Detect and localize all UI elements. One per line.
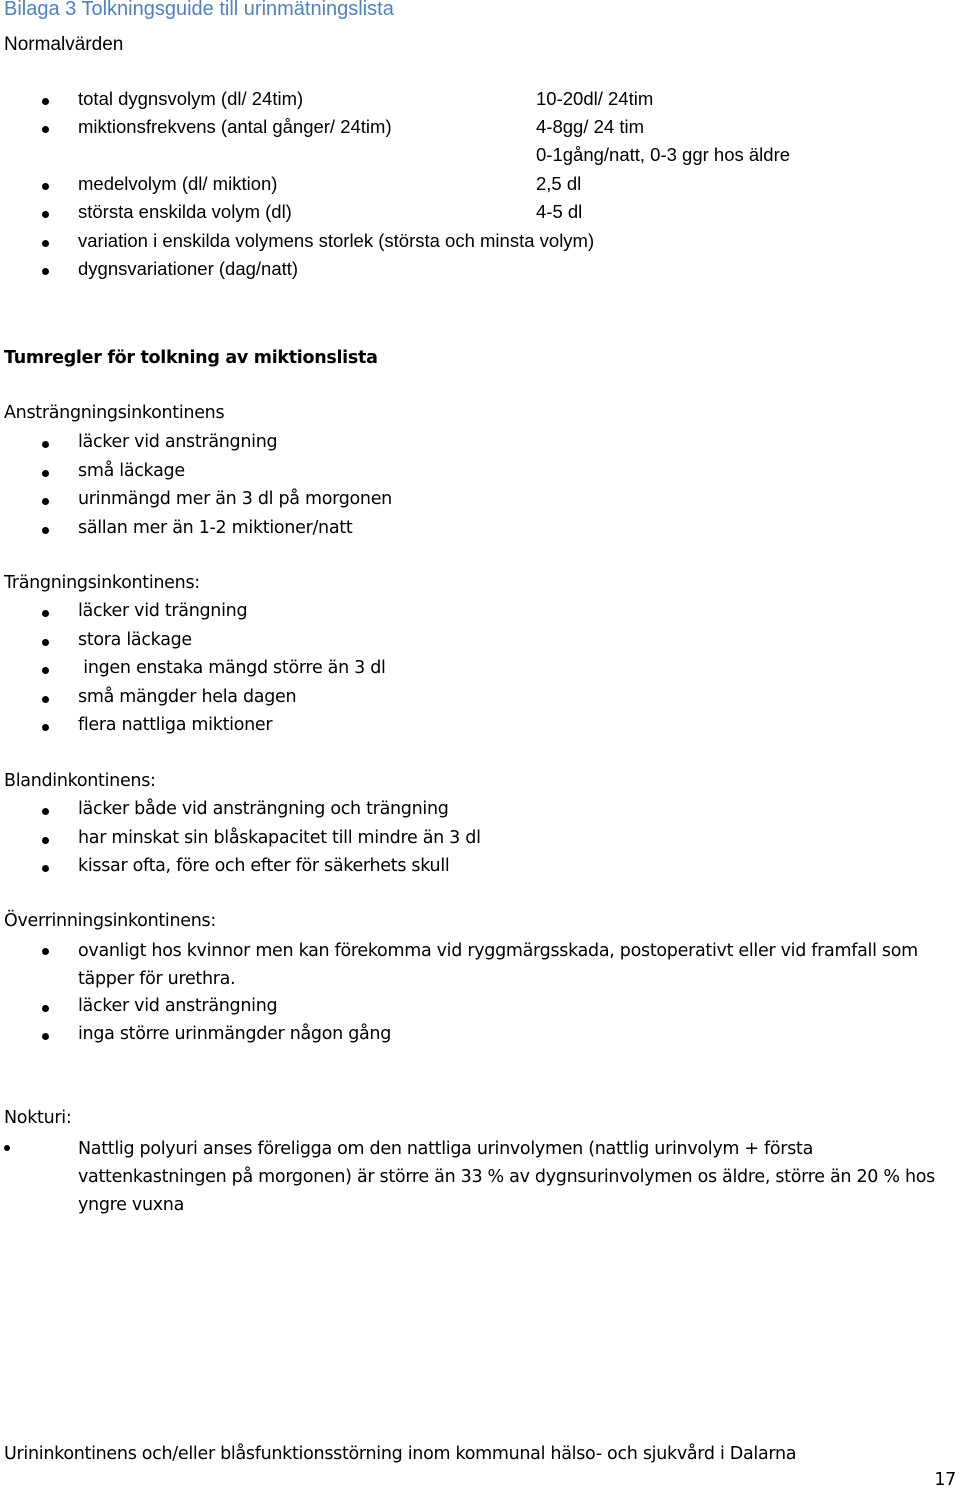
bullet-icon — [42, 527, 49, 534]
section-heading: Nokturi: — [4, 1108, 72, 1128]
normal-values-heading: Normalvärden — [4, 34, 124, 55]
bullet-icon — [42, 837, 49, 844]
bullet-icon — [42, 948, 49, 955]
normal-value-label: medelvolym (dl/ miktion) — [78, 173, 278, 194]
list-item: Nattlig polyuri anses föreligga om den nattliga urinvolymen (nattlig urinvolym + första vattenkastningen på morgonen) är större än 33 % av dygnsurinvolymen os äldre, större än 20 % hos yngre vuxna — [78, 1139, 935, 1215]
list-item: läcker både vid ansträngning och trängning — [78, 799, 449, 819]
bullet-icon — [4, 1145, 10, 1151]
bullet-icon — [42, 98, 49, 105]
bullet-icon — [42, 808, 49, 815]
list-item: ovanligt hos kvinnor men kan förekomma vid ryggmärgsskada, postoperativt eller vid framfall som täpper för urethra. — [78, 941, 918, 989]
bullet-icon — [42, 240, 49, 247]
list-item: stora läckage — [78, 630, 192, 650]
normal-value-value: 4-8gg/ 24 tim — [536, 116, 644, 137]
bullet-icon — [42, 211, 49, 218]
document-title: Bilaga 3 Tolkningsguide till urinmätningslista — [4, 0, 394, 20]
normal-value-value: 10-20dl/ 24tim — [536, 88, 654, 109]
list-item: kissar ofta, före och efter för säkerhets skull — [78, 856, 450, 876]
list-item: sällan mer än 1-2 miktioner/natt — [78, 518, 353, 538]
list-item: flera nattliga miktioner — [78, 715, 273, 735]
bullet-icon — [42, 639, 49, 646]
list-item: urinmängd mer än 3 dl på morgonen — [78, 489, 392, 509]
bullet-icon — [42, 441, 49, 448]
rules-heading: Tumregler för tolkning av miktionslista — [4, 348, 378, 368]
bullet-icon — [42, 1005, 49, 1012]
normal-value-value: 0-1gång/natt, 0-3 ggr hos äldre — [536, 144, 791, 165]
list-item: små mängder hela dagen — [78, 687, 297, 707]
normal-value-label: variation i enskilda volymens storlek (största och minsta volym) — [78, 230, 595, 251]
bullet-icon — [42, 1033, 49, 1040]
bullet-icon — [42, 183, 49, 190]
bullet-icon — [42, 667, 49, 674]
section-heading: Blandinkontinens: — [4, 771, 156, 791]
list-item: inga större urinmängder någon gång — [78, 1024, 392, 1044]
bullet-icon — [42, 268, 49, 275]
section-heading: Trängningsinkontinens: — [4, 573, 200, 593]
list-item: läcker vid trängning — [78, 601, 248, 621]
normal-value-value: 2,5 dl — [536, 173, 582, 194]
list-item: läcker vid ansträngning — [78, 996, 278, 1016]
normal-value-label: miktionsfrekvens (antal gånger/ 24tim) — [78, 116, 392, 137]
page-footer: Urininkontinens och/eller blåsfunktionsstörning inom kommunal hälso- och sjukvård i Dalarna — [4, 1444, 797, 1464]
normal-value-label: största enskilda volym (dl) — [78, 201, 292, 222]
section-heading: Överrinningsinkontinens: — [4, 911, 216, 931]
bullet-icon — [42, 470, 49, 477]
normal-value-value: 4-5 dl — [536, 201, 583, 222]
normal-value-label: dygnsvariationer (dag/natt) — [78, 258, 299, 279]
section-heading: Ansträngningsinkontinens — [4, 403, 225, 423]
page-number: 17 — [934, 1470, 956, 1490]
list-item: små läckage — [78, 461, 185, 481]
bullet-icon — [42, 865, 49, 872]
bullet-icon — [42, 696, 49, 703]
list-item: läcker vid ansträngning — [78, 432, 278, 452]
bullet-icon — [42, 126, 49, 133]
normal-value-label: total dygnsvolym (dl/ 24tim) — [78, 88, 304, 109]
bullet-icon — [42, 610, 49, 617]
list-item: har minskat sin blåskapacitet till mindre än 3 dl — [78, 828, 481, 848]
bullet-icon — [42, 724, 49, 731]
list-item: ingen enstaka mängd större än 3 dl — [78, 658, 386, 678]
bullet-icon — [42, 498, 49, 505]
